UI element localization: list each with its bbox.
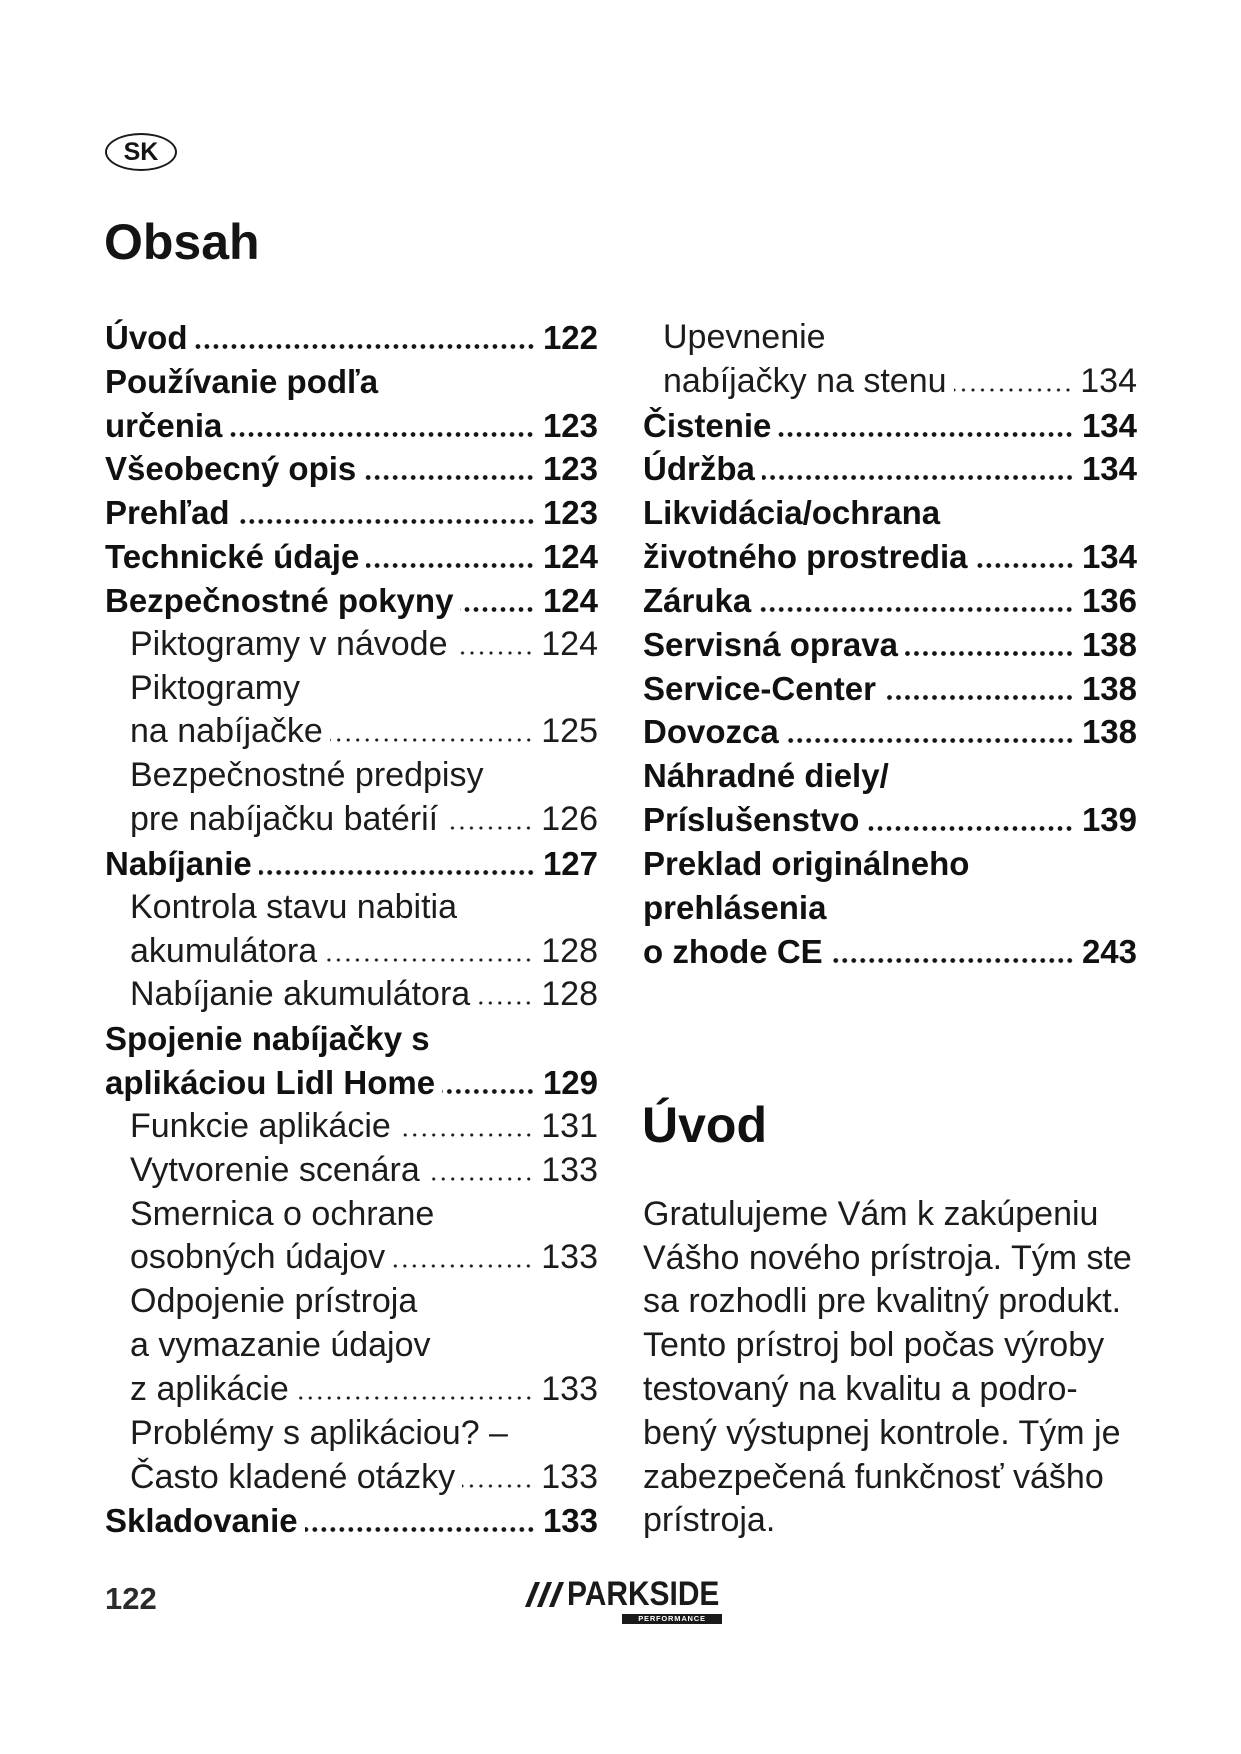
toc-page-number: 124	[541, 624, 598, 663]
toc-subentry	[105, 1412, 598, 1500]
toc-entry-label: Upevnenie	[663, 318, 826, 356]
dot-leader	[905, 651, 1074, 656]
toc-entry	[643, 710, 1137, 754]
toc-entry-label: Náhradné diely/	[643, 757, 889, 795]
toc-entry-label: prehlásenia	[643, 888, 827, 926]
toc-entry-line	[105, 491, 598, 535]
dot-leader	[866, 826, 1074, 831]
toc-page-number: 124	[542, 538, 598, 576]
dot-leader	[237, 519, 535, 524]
toc-entry-label: Úvod	[105, 319, 188, 356]
toc-entry-line	[105, 579, 598, 623]
toc-entry-label: Skladovanie	[105, 1502, 298, 1540]
toc-entry-line	[643, 710, 1137, 754]
toc-column-right	[643, 316, 1137, 973]
toc-entry	[643, 623, 1137, 667]
toc-entry-label: Vytvorenie scenára	[130, 1150, 420, 1189]
toc-entry-line	[130, 930, 598, 974]
toc-entry-line	[105, 1061, 598, 1105]
toc-page-number: 138	[1081, 669, 1137, 707]
dot-leader	[363, 475, 535, 480]
toc-entry-label: určenia	[105, 406, 223, 444]
toc-entry-label: Servisná oprava	[643, 625, 898, 663]
toc-entry	[105, 579, 598, 623]
toc-entry-line	[130, 1456, 598, 1500]
toc-subentry	[105, 623, 598, 667]
toc-page-number: 138	[1081, 625, 1137, 663]
paragraph-line: bený výstupnej kontrole. Tým je	[643, 1413, 1121, 1452]
dot-leader	[442, 1089, 535, 1094]
toc-entry-label: Bezpečnostné predpisy	[130, 756, 484, 795]
toc-page-number: 123	[542, 494, 598, 532]
dot-leader	[460, 607, 535, 612]
toc-entry	[643, 404, 1137, 448]
dot-leader	[975, 563, 1074, 568]
toc-entry-line	[105, 316, 598, 360]
toc-entry-label: osobných údajov	[130, 1238, 386, 1277]
dot-leader	[427, 1177, 533, 1181]
toc-entry-label: nabíjačky na stenu	[663, 361, 947, 400]
dot-leader	[398, 1133, 533, 1137]
toc-entry	[105, 1499, 598, 1543]
toc-entry-label: Piktogramy v návode	[130, 624, 448, 663]
toc-entry-label: Čistenie	[643, 406, 772, 444]
toc-page-number: 133	[541, 1457, 598, 1496]
toc-entry-label: Spojenie nabíjačky s	[105, 1020, 430, 1058]
dot-leader	[296, 1396, 534, 1400]
toc-subentry	[105, 1149, 598, 1193]
toc-page-number: 136	[1081, 581, 1137, 619]
toc-entry	[643, 842, 1137, 973]
dot-leader	[954, 388, 1073, 392]
toc-subentry	[105, 667, 598, 755]
toc-entry-line	[643, 667, 1137, 711]
toc-entry-line	[643, 535, 1137, 579]
dot-leader	[324, 958, 533, 962]
toc-entry	[105, 360, 598, 448]
toc-page-number: 128	[541, 931, 598, 970]
toc-page-number: 134	[1080, 361, 1137, 400]
dot-leader	[366, 563, 535, 568]
toc-entry-label: a vymazanie údajov	[130, 1326, 431, 1365]
toc-entry-label: Záruka	[643, 581, 752, 619]
dot-leader	[786, 738, 1074, 743]
toc-entry-line	[643, 623, 1137, 667]
toc-page-number: 129	[542, 1064, 598, 1102]
toc-entry-line	[105, 404, 598, 448]
toc-subentry	[105, 886, 598, 974]
toc-entry	[643, 754, 1137, 842]
parkside-logo	[526, 1575, 726, 1626]
toc-page-number: 125	[541, 712, 598, 751]
toc-entry-label: pre nabíjačku batérií	[130, 800, 439, 839]
toc-page-number: 123	[542, 450, 598, 488]
brand-name: PARKSIDE	[567, 1575, 720, 1613]
dot-leader	[259, 870, 535, 875]
toc-entry-line	[130, 973, 598, 1017]
toc-entry-label: životného prostredia	[643, 538, 968, 576]
toc-entry-line	[130, 798, 598, 842]
toc-entry	[105, 842, 598, 886]
toc-page-number: 243	[1081, 932, 1137, 970]
intro-paragraph	[643, 1193, 1137, 1544]
toc-entry-label: Smernica o ochrane	[130, 1194, 435, 1233]
toc-entry-line	[643, 404, 1137, 448]
toc-page-number: 134	[1081, 538, 1137, 576]
dot-leader	[477, 1001, 533, 1005]
paragraph-line: testovaný na kvalitu a podro-	[643, 1370, 1078, 1408]
toc-subentry	[105, 1105, 598, 1149]
toc-subentry	[105, 1193, 598, 1281]
toc-page-number: 134	[1081, 450, 1137, 488]
toc-entry-label: aplikáciou Lidl Home	[105, 1064, 436, 1102]
toc-entry-label: akumulátora	[130, 931, 318, 970]
toc-entry	[105, 1017, 598, 1105]
toc-entry-label: Nabíjanie	[105, 844, 252, 882]
toc-entry-label: Dovozca	[643, 713, 779, 751]
toc-entry-line	[105, 1499, 598, 1543]
toc-entry	[643, 667, 1137, 711]
toc-entry	[105, 491, 598, 535]
language-badge: SK	[105, 133, 177, 171]
toc-entry-label: Bezpečnostné pokyny	[105, 581, 454, 619]
toc-entry-label: Problémy s aplikáciou? –	[130, 1413, 508, 1452]
toc-entry-label: Preklad originálneho	[643, 844, 970, 882]
paragraph-line: Gratulujeme Vám k zakúpeniu	[643, 1194, 1099, 1233]
dot-leader	[830, 958, 1074, 963]
dot-leader	[445, 826, 533, 830]
toc-entry	[643, 579, 1137, 623]
toc-entry-line	[105, 535, 598, 579]
toc-entry	[643, 447, 1137, 491]
toc-subentry	[105, 1280, 598, 1411]
toc-page-number: 131	[541, 1106, 598, 1145]
toc-page-number: 138	[1081, 713, 1137, 751]
toc-entry-label: Používanie podľa	[105, 362, 379, 400]
toc-entry-label: Kontrola stavu nabitia	[130, 887, 457, 926]
page-number: 122	[105, 1581, 157, 1616]
dot-leader	[392, 1264, 533, 1268]
toc-entry-line	[643, 798, 1137, 842]
toc-entry-label: Technické údaje	[105, 538, 360, 576]
toc-entry	[105, 447, 598, 491]
toc-entry	[105, 316, 598, 360]
toc-page-number: 133	[541, 1150, 598, 1189]
page-title: Obsah	[104, 214, 260, 270]
toc-entry-label: o zhode CE	[643, 932, 823, 970]
toc-entry-line	[130, 1149, 598, 1193]
dot-leader	[758, 607, 1074, 612]
toc-entry-line	[663, 360, 1137, 404]
paragraph-line: Tento prístroj bol počas výroby	[643, 1326, 1105, 1365]
dot-leader	[195, 344, 535, 349]
toc-column-left	[105, 316, 598, 1543]
toc-entry	[643, 491, 1137, 579]
toc-entry-label: Odpojenie prístroja	[130, 1282, 418, 1321]
toc-entry-line	[130, 1236, 598, 1280]
toc-entry-line	[643, 930, 1137, 974]
paragraph-line: zabezpečená funkčnosť vášho	[643, 1457, 1104, 1496]
logo-slash-icon	[549, 1582, 564, 1607]
toc-entry-label: Likvidácia/ochrana	[643, 494, 941, 532]
toc-entry-line	[130, 1105, 598, 1149]
toc-entry-line	[130, 710, 598, 754]
dot-leader	[330, 738, 533, 742]
toc-page-number: 133	[541, 1369, 598, 1408]
toc-entry-label: Nabíjanie akumulátora	[130, 975, 471, 1014]
toc-entry-label: Service-Center	[643, 669, 876, 707]
toc-entry-line	[105, 842, 598, 886]
toc-page-number: 127	[542, 844, 598, 882]
paragraph-line: Vášho nového prístroja. Tým ste	[643, 1238, 1132, 1277]
toc-entry	[105, 535, 598, 579]
toc-entry-line	[643, 447, 1137, 491]
dot-leader	[455, 651, 534, 655]
toc-entry-label: na nabíjačke	[130, 712, 323, 751]
toc-entry-label: Údržba	[643, 450, 755, 488]
dot-leader	[883, 695, 1074, 700]
dot-leader	[778, 432, 1074, 437]
toc-entry-label: Piktogramy	[130, 668, 301, 707]
dot-leader	[229, 432, 535, 437]
dot-leader	[762, 475, 1074, 480]
dot-leader	[305, 1527, 535, 1532]
toc-page-number: 139	[1081, 801, 1137, 839]
toc-page-number: 126	[541, 800, 598, 839]
dot-leader	[462, 1484, 533, 1488]
toc-subentry	[105, 973, 598, 1017]
toc-subentry	[643, 316, 1137, 404]
toc-page-number: 122	[542, 319, 598, 356]
brand-subline: PERFORMANCE	[622, 1614, 722, 1624]
toc-subentry	[105, 754, 598, 842]
toc-page-number: 133	[542, 1502, 598, 1540]
toc-entry-label: Funkcie aplikácie	[130, 1106, 391, 1145]
toc-page-number: 123	[542, 406, 598, 444]
toc-entry-line	[643, 579, 1137, 623]
toc-entry-label: Všeobecný opis	[105, 450, 357, 488]
toc-entry-label: Často kladené otázky	[130, 1457, 456, 1496]
section-heading: Úvod	[642, 1097, 767, 1153]
toc-page-number: 128	[541, 975, 598, 1014]
toc-entry-label: Príslušenstvo	[643, 801, 860, 839]
toc-page-number: 134	[1081, 406, 1137, 444]
paragraph-line: prístroja.	[643, 1501, 776, 1540]
toc-entry-label: z aplikácie	[130, 1369, 289, 1408]
toc-entry-line	[130, 623, 598, 667]
toc-entry-line	[105, 447, 598, 491]
toc-page-number: 124	[542, 581, 598, 619]
paragraph-line: sa rozhodli pre kvalitný produkt.	[643, 1282, 1122, 1321]
toc-page-number: 133	[541, 1238, 598, 1277]
toc-entry-label: Prehľad	[105, 494, 230, 532]
toc-entry-line	[130, 1368, 598, 1412]
